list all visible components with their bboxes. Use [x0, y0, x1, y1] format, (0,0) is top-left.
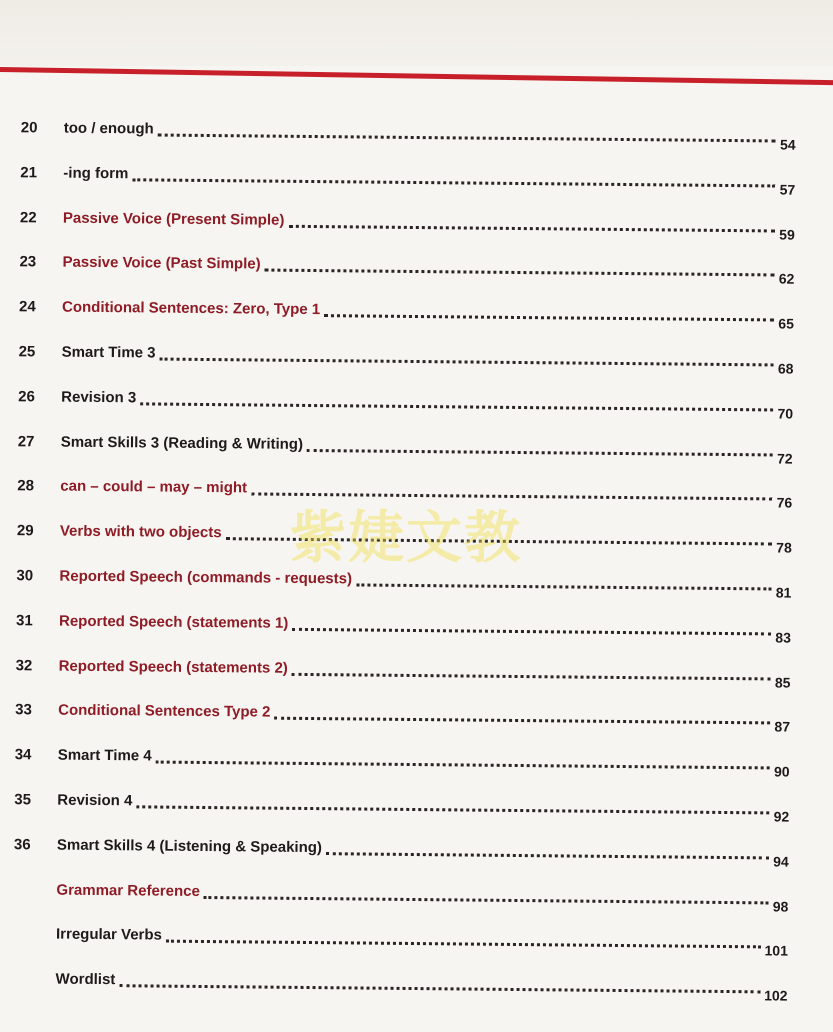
unit-number: 35	[14, 790, 48, 810]
toc-entry[interactable]	[0, 700, 793, 732]
unit-number: 30	[16, 566, 50, 586]
page-number: 87	[772, 718, 790, 736]
unit-title: -ing form	[63, 163, 132, 184]
toc-entry[interactable]	[0, 835, 792, 867]
page-number: 102	[762, 987, 788, 1005]
unit-title: Passive Voice (Past Simple)	[62, 253, 264, 275]
unit-number: 36	[14, 835, 48, 855]
page-number: 65	[776, 315, 794, 333]
unit-title: Verbs with two objects	[60, 522, 226, 544]
page-number: 72	[775, 449, 793, 467]
page-number: 98	[771, 897, 789, 915]
unit-number: 24	[19, 297, 53, 317]
toc-entry[interactable]	[0, 611, 794, 643]
toc-entry[interactable]	[0, 297, 797, 329]
dot-leader	[120, 981, 761, 993]
toc-entry[interactable]	[0, 790, 792, 822]
unit-title: too / enough	[64, 119, 158, 140]
dot-leader	[264, 266, 774, 277]
dot-leader	[203, 893, 768, 904]
unit-number: 32	[16, 656, 50, 676]
toc-entry[interactable]	[0, 342, 797, 374]
unit-number: 27	[18, 432, 52, 452]
page-number: 70	[775, 404, 793, 422]
page-number: 54	[778, 135, 796, 153]
page-number: 68	[776, 359, 794, 377]
unit-title: Reported Speech (statements 1)	[59, 611, 292, 633]
page-number: 57	[778, 180, 796, 198]
unit-number: 28	[17, 477, 51, 497]
unit-title: Reported Speech (statements 2)	[59, 656, 292, 678]
unit-title: Smart Time 4	[58, 746, 156, 767]
page-number: 76	[775, 494, 793, 512]
page-number: 78	[774, 539, 792, 557]
unit-number: 23	[19, 253, 53, 273]
unit-number: 20	[21, 118, 55, 138]
unit-number: 33	[15, 701, 49, 721]
unit-title: Smart Skills 3 (Reading & Writing)	[61, 432, 307, 454]
unit-title: Smart Skills 4 (Listening & Speaking)	[57, 835, 326, 858]
toc-entry[interactable]	[0, 924, 791, 956]
dot-leader	[324, 311, 774, 321]
unit-title: Reported Speech (commands - requests)	[59, 567, 356, 590]
dot-leader	[166, 937, 761, 949]
toc-entry[interactable]	[0, 969, 791, 1001]
unit-title: Revision 4	[57, 791, 136, 812]
unit-title: Wordlist	[56, 970, 120, 991]
dot-leader	[140, 399, 773, 411]
dot-leader	[289, 221, 775, 232]
unit-number: 29	[17, 521, 51, 541]
page-number: 62	[777, 270, 795, 288]
unit-number: 34	[15, 745, 49, 765]
toc-entry[interactable]	[0, 163, 798, 195]
toc-entry[interactable]	[0, 432, 796, 464]
toc-entry[interactable]	[0, 880, 792, 912]
dot-leader	[132, 175, 775, 187]
dot-leader	[158, 131, 776, 143]
unit-title: Conditional Sentences Type 2	[58, 701, 274, 723]
toc-entry[interactable]	[0, 656, 794, 688]
page-number: 92	[772, 807, 790, 825]
unit-title: Irregular Verbs	[56, 925, 166, 946]
dot-leader	[356, 580, 771, 590]
dot-leader	[292, 625, 771, 636]
unit-title: Smart Time 3	[62, 343, 160, 364]
toc-entry[interactable]	[0, 118, 799, 150]
unit-title: Grammar Reference	[56, 880, 204, 901]
page-number: 94	[771, 852, 789, 870]
page-number: 85	[773, 673, 791, 691]
dot-leader	[292, 669, 771, 680]
unit-number: 31	[16, 611, 50, 631]
dot-leader	[326, 849, 769, 859]
toc-entry[interactable]	[0, 745, 793, 777]
toc-entry[interactable]	[0, 387, 796, 419]
dot-leader	[274, 714, 770, 725]
toc-entry[interactable]	[0, 252, 798, 284]
page-number: 101	[762, 942, 788, 960]
toc-entry[interactable]	[0, 208, 798, 240]
unit-title: Revision 3	[61, 387, 140, 408]
page-number: 81	[774, 583, 792, 601]
dot-leader	[136, 802, 769, 814]
page-number: 83	[773, 628, 791, 646]
page-number: 90	[772, 763, 790, 781]
unit-title: Conditional Sentences: Zero, Type 1	[62, 298, 324, 321]
unit-title: Passive Voice (Present Simple)	[63, 208, 289, 230]
dot-leader	[156, 758, 770, 770]
unit-number: 25	[19, 342, 53, 362]
page-number: 59	[777, 225, 795, 243]
dot-leader	[307, 446, 773, 456]
watermark-text: 紫婕文教	[290, 494, 522, 574]
unit-number: 26	[18, 387, 52, 407]
dot-leader	[160, 355, 774, 367]
unit-number: 21	[20, 163, 54, 183]
unit-title: can – could – may – might	[60, 477, 251, 499]
unit-number: 22	[20, 208, 54, 228]
